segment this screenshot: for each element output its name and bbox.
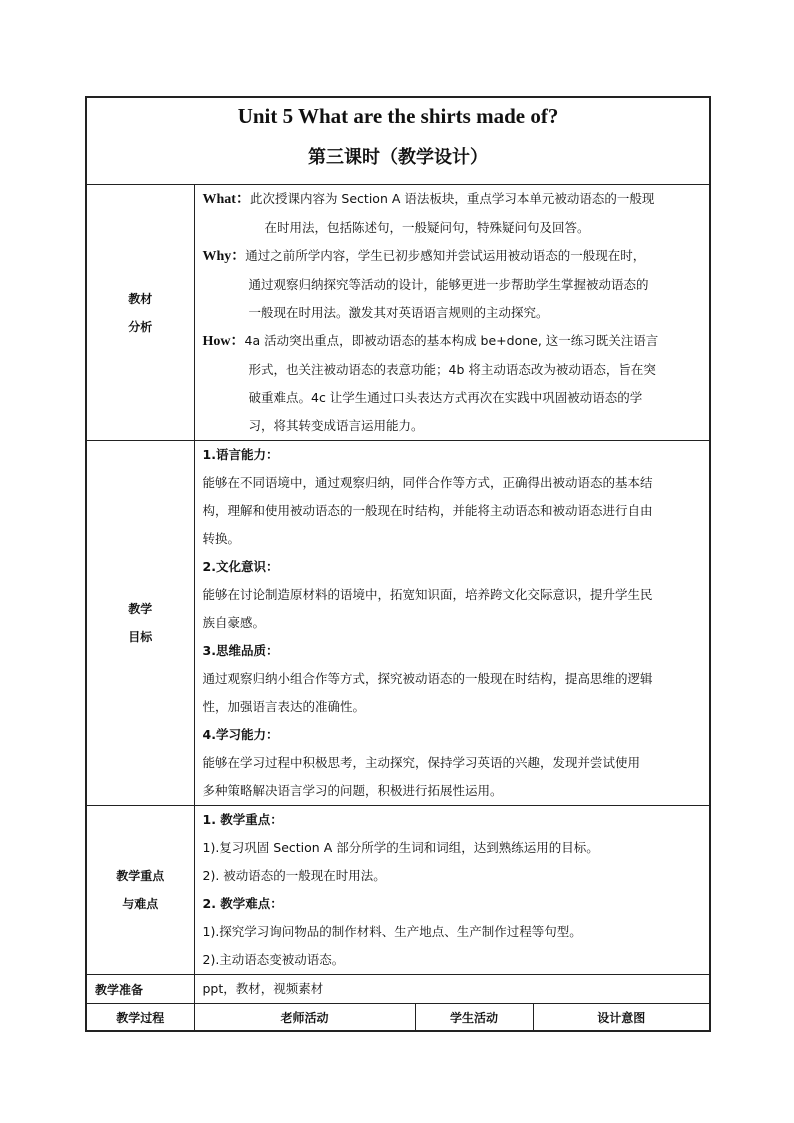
goals-content (194, 441, 710, 806)
what-line-2: 在时用法，包括陈述句，一般疑问句，特殊疑问句及回答。 (264, 220, 590, 235)
difficult-points-heading: 2. 教学难点： (202, 896, 283, 911)
page-title: Unit 5 What are the shirts made of? (237, 104, 559, 128)
process-col-purpose: 设计意图 (533, 1004, 710, 1032)
what-label: What： (202, 192, 250, 207)
key-point-item-2: 2). 被动语态的一般现在时用法。 (202, 868, 386, 883)
what-line-1 (203, 185, 704, 214)
how-line-4: 习，将其转变成语言运用能力。 (248, 418, 424, 433)
preparation-label: 教学准备 (86, 975, 194, 1004)
why-line-2: 通过观察归纳探究等活动的设计，能够更进一步帮助学生掌握被动语态的 (248, 277, 649, 292)
key-points-heading: 1. 教学重点： (202, 812, 283, 827)
goal-culture-heading: 2.文化意识： (202, 559, 279, 574)
how-label: How： (202, 334, 245, 349)
goal-learning-line-2: 多种策略解决语言学习的问题，积极进行拓展性运用。 (202, 783, 503, 798)
title-cell (86, 97, 710, 185)
goal-learning-line-1: 能够在学习过程中积极思考，主动探究，保持学习英语的兴趣，发现并尝试使用 (202, 755, 641, 770)
goals-label-line1: 教学 (128, 602, 153, 616)
keypoints-row (86, 806, 710, 975)
process-col-student: 学生活动 (415, 1004, 533, 1032)
goal-language-line-1: 能够在不同语境中，通过观察归纳，同伴合作等方式，正确得出被动语态的基本结 (202, 475, 653, 490)
goals-label (86, 441, 194, 806)
goal-language-heading: 1.语言能力： (202, 447, 279, 462)
why-line-3: 一般现在时用法。激发其对英语语言规则的主动探究。 (248, 305, 549, 320)
analysis-content (194, 185, 710, 441)
keypoints-content (194, 806, 710, 975)
why-label: Why： (202, 249, 246, 264)
process-header-row (86, 1004, 710, 1032)
keypoints-label-line1: 教学重点 (116, 869, 165, 883)
goal-learning-heading: 4.学习能力： (202, 727, 279, 742)
keypoints-label (86, 806, 194, 975)
title-row (86, 97, 710, 185)
lesson-plan-table (85, 96, 711, 1032)
process-col-stage: 教学过程 (86, 1004, 194, 1032)
lesson-plan-document (85, 96, 709, 1032)
goal-language-line-3: 转换。 (202, 531, 241, 546)
analysis-label (86, 185, 194, 441)
process-col-teacher: 老师活动 (194, 1004, 415, 1032)
difficult-point-item-1: 1).探究学习询问物品的制作材料、生产地点、生产制作过程等句型。 (202, 924, 582, 939)
analysis-row (86, 185, 710, 441)
page-subtitle: 第三课时（教学设计） (308, 147, 488, 168)
goal-thinking-heading: 3.思维品质： (202, 643, 279, 658)
how-line-3: 破重难点。4c 让学生通过口头表达方式再次在实践中巩固被动语态的学 (248, 390, 643, 405)
why-line-1 (203, 242, 704, 271)
goals-row (86, 441, 710, 806)
keypoints-label-line2: 与难点 (122, 897, 159, 911)
goal-culture-line-1: 能够在讨论制造原材料的语境中，拓宽知识面，培养跨文化交际意识，提升学生民 (202, 587, 653, 602)
goal-thinking-line-1: 通过观察归纳小组合作等方式，探究被动语态的一般现在时结构，提高思维的逻辑 (202, 671, 653, 686)
what-text-1: 此次授课内容为 Section A 语法板块，重点学习本单元被动语态的一般现 (249, 191, 655, 206)
analysis-label-line2: 分析 (128, 319, 153, 334)
goal-language-line-2: 构，理解和使用被动语态的一般现在时结构，并能将主动语态和被动语态进行自由 (202, 503, 653, 518)
key-point-item-1: 1).复习巩固 Section A 部分所学的生词和词组，达到熟练运用的目标。 (202, 840, 599, 855)
how-line-1 (203, 327, 704, 356)
goal-thinking-line-2: 性，加强语言表达的准确性。 (202, 699, 366, 714)
difficult-point-item-2: 2).主动语态变被动语态。 (202, 952, 345, 967)
preparation-row (86, 975, 710, 1004)
preparation-value: ppt，教材，视频素材 (194, 975, 710, 1004)
why-text-1: 通过之前所学内容，学生已初步感知并尝试运用被动语态的一般现在时， (245, 248, 646, 263)
goals-label-line2: 目标 (128, 630, 153, 644)
how-line-2: 形式，也关注被动语态的表意功能；4b 将主动语态改为被动语态，旨在突 (248, 362, 656, 377)
how-text-1: 4a 活动突出重点，即被动语态的基本构成 be+done, 这一练习既关注语言 (244, 333, 659, 348)
goal-culture-line-2: 族自豪感。 (202, 615, 266, 630)
analysis-label-line1: 教材 (128, 291, 153, 306)
